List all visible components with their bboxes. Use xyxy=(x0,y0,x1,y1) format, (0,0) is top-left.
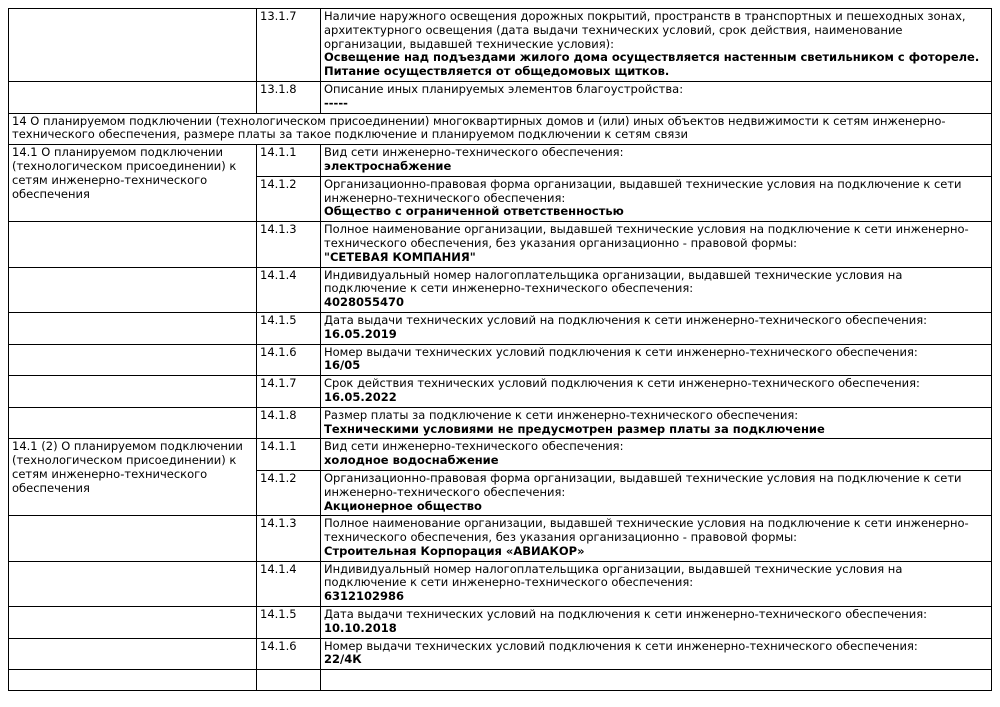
table-row xyxy=(9,670,992,691)
row-description: Организационно-правовая форма организации, выдавшей технические условия на подключение к сети инженерно-технического обеспечения: xyxy=(324,470,962,499)
row-content xyxy=(321,516,992,561)
row-content xyxy=(321,176,992,221)
row-description: Вид сети инженерно-технического обеспечения: xyxy=(324,145,624,160)
row-description: Индивидуальный номер налогоплательщика организации, выдавшей технические условия на подключение к сети инженерно-технического обеспечения: xyxy=(324,267,903,296)
declaration-table xyxy=(8,8,992,691)
row-content xyxy=(321,344,992,376)
table-row xyxy=(9,9,992,82)
row-number: 14.1.2 xyxy=(257,470,321,515)
row-number: 14.1.8 xyxy=(257,407,321,439)
row-description: Полное наименование организации, выдавшей технические условия на подключение к сети инженерно-технического обеспечения, без указания организационно - правовой формы: xyxy=(324,516,969,545)
empty-label-cell xyxy=(9,267,257,312)
row-number: 13.1.7 xyxy=(257,9,321,82)
empty-label-cell xyxy=(9,561,257,606)
row-number xyxy=(257,670,321,691)
row-content xyxy=(321,607,992,639)
row-number: 14.1.3 xyxy=(257,516,321,561)
row-number: 14.1.5 xyxy=(257,312,321,344)
row-number: 14.1.5 xyxy=(257,607,321,639)
row-value: 6312102986 xyxy=(324,589,405,604)
empty-label-cell xyxy=(9,670,257,691)
row-description: Полное наименование организации, выдавшей технические условия на подключение к сети инженерно-технического обеспечения, без указания организационно - правовой формы: xyxy=(324,222,969,250)
section-header-row xyxy=(9,113,992,145)
row-content xyxy=(321,670,992,691)
row-number: 13.1.8 xyxy=(257,81,321,113)
row-value: холодное водоснабжение xyxy=(324,453,499,468)
row-description: Номер выдачи технических условий подключения к сети инженерно-технического обеспечения: xyxy=(324,638,918,653)
row-value: "СЕТЕВАЯ КОМПАНИЯ" xyxy=(324,249,476,264)
empty-label-cell xyxy=(9,638,257,670)
empty-label-cell xyxy=(9,376,257,408)
row-content xyxy=(321,9,992,82)
table-row xyxy=(9,607,992,639)
row-description: Наличие наружного освещения дорожных покрытий, пространств в транспортных и пешеходных зонах, архитектурного освещения (дата выдачи технических условий, срок действия, наименование организации, выдавшей технические условия): xyxy=(324,9,966,51)
row-value: 22/4К xyxy=(324,652,362,667)
empty-label-cell xyxy=(9,222,257,267)
row-value: 10.10.2018 xyxy=(324,620,397,635)
row-description: Номер выдачи технических условий подключения к сети инженерно-технического обеспечения: xyxy=(324,344,918,359)
row-content xyxy=(321,439,992,471)
row-number: 14.1.6 xyxy=(257,638,321,670)
row-content xyxy=(321,222,992,267)
section-label-cell: 14.1 О планируемом подключении (технологическом присоединении) к сетям инженерно-технического обеспечения xyxy=(9,145,257,222)
row-number: 14.1.1 xyxy=(257,439,321,471)
row-number: 14.1.4 xyxy=(257,267,321,312)
row-value: электроснабжение xyxy=(324,158,452,173)
row-value: 4028055470 xyxy=(324,295,405,310)
section-header-text: 14 О планируемом подключении (технологическом присоединении) многоквартирных домов и (или) иных объектов недвижимости к сетям инженерно-технического обеспечения, размере платы за такое подключение и планируемом подключении к сетям связи xyxy=(9,113,992,145)
table-row xyxy=(9,145,992,177)
table-row xyxy=(9,561,992,606)
row-description: Индивидуальный номер налогоплательщика организации, выдавшей технические условия на подключение к сети инженерно-технического обеспечения: xyxy=(324,561,903,590)
row-number: 14.1.3 xyxy=(257,222,321,267)
row-value: Общество с ограниченной ответственностью xyxy=(324,204,624,219)
table-body xyxy=(9,9,992,691)
row-number: 14.1.6 xyxy=(257,344,321,376)
row-content xyxy=(321,145,992,177)
row-value: 16/05 xyxy=(324,358,361,373)
row-number: 14.1.7 xyxy=(257,376,321,408)
table-row xyxy=(9,407,992,439)
table-row xyxy=(9,81,992,113)
row-value: 16.05.2022 xyxy=(324,389,397,404)
row-content xyxy=(321,407,992,439)
row-number: 14.1.2 xyxy=(257,176,321,221)
row-content xyxy=(321,81,992,113)
row-value: Акционерное общество xyxy=(324,498,482,513)
row-value: ----- xyxy=(324,95,348,110)
row-number: 14.1.4 xyxy=(257,561,321,606)
empty-label-cell xyxy=(9,516,257,561)
table-row xyxy=(9,638,992,670)
row-content xyxy=(321,376,992,408)
row-content xyxy=(321,267,992,312)
empty-label-cell xyxy=(9,9,257,82)
row-description: Описание иных планируемых элементов благоустройства: xyxy=(324,81,684,96)
table-row xyxy=(9,267,992,312)
row-value: 16.05.2019 xyxy=(324,326,397,341)
empty-label-cell xyxy=(9,312,257,344)
row-description: Дата выдачи технических условий на подключения к сети инженерно-технического обеспечения: xyxy=(324,312,928,327)
table-row xyxy=(9,312,992,344)
empty-label-cell xyxy=(9,407,257,439)
row-description: Срок действия технических условий подключения к сети инженерно-технического обеспечения: xyxy=(324,376,920,391)
row-value: Освещение над подъездами жилого дома осуществляется настенным светильником с фотореле. Питание осуществляется от общедомовых щитков. xyxy=(324,50,980,79)
empty-label-cell xyxy=(9,344,257,376)
table-row xyxy=(9,439,992,471)
table-row xyxy=(9,344,992,376)
row-number: 14.1.1 xyxy=(257,145,321,177)
table-row xyxy=(9,376,992,408)
table-row xyxy=(9,222,992,267)
row-description: Дата выдачи технических условий на подключения к сети инженерно-технического обеспечения: xyxy=(324,607,928,622)
row-description: Организационно-правовая форма организации, выдавшей технические условия на подключение к сети инженерно-технического обеспечения: xyxy=(324,176,962,205)
row-content xyxy=(321,312,992,344)
row-content xyxy=(321,638,992,670)
row-content xyxy=(321,561,992,606)
table-row xyxy=(9,516,992,561)
row-content xyxy=(321,470,992,515)
row-value: Строительная Корпорация «АВИАКОР» xyxy=(324,543,585,558)
empty-label-cell xyxy=(9,607,257,639)
row-value: Техническими условиями не предусмотрен размер платы за подключение xyxy=(324,421,825,436)
row-description: Размер платы за подключение к сети инженерно-технического обеспечения: xyxy=(324,407,799,422)
row-description: Вид сети инженерно-технического обеспечения: xyxy=(324,439,624,454)
section-label-cell: 14.1 (2) О планируемом подключении (технологическом присоединении) к сетям инженерно-технического обеспечения xyxy=(9,439,257,516)
empty-label-cell xyxy=(9,81,257,113)
